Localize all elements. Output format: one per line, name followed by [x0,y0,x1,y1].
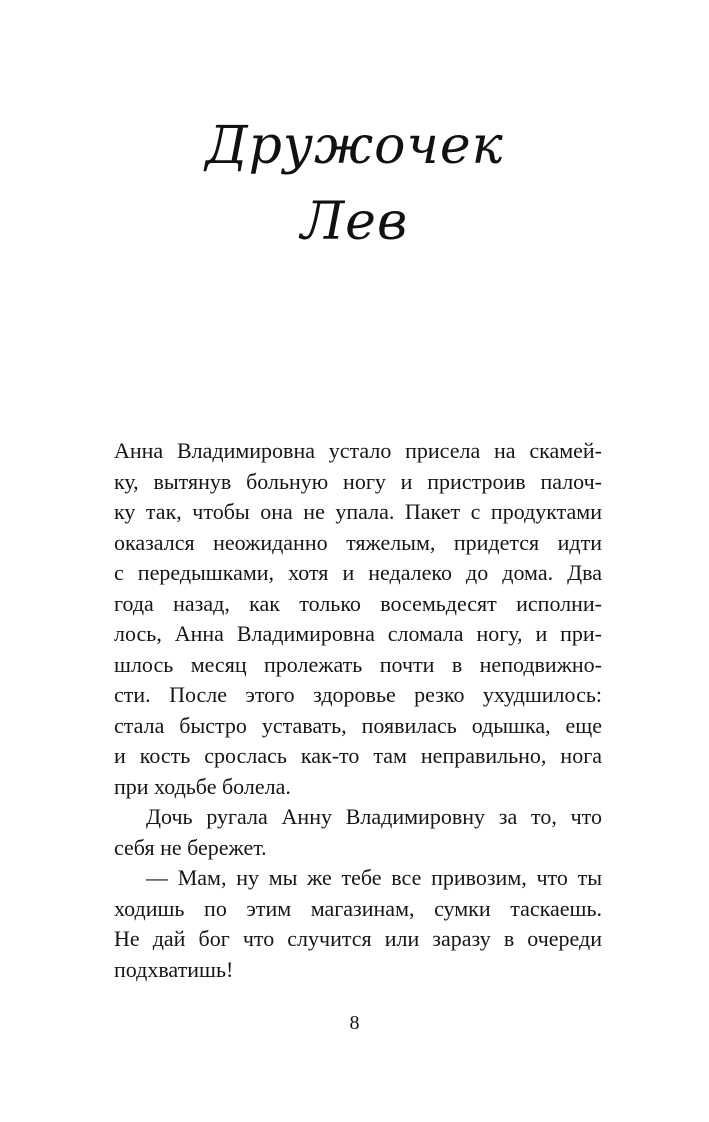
text-line: лось, Анна Владимировна сломала ногу, и при- [114,621,602,646]
chapter-title-line-1: Дружочек [205,116,504,176]
chapter-title-line-2: Лев [300,192,409,252]
text-line: подхватишь! [114,956,234,982]
text-line: года назад, как только восемьдесят исполни- [114,590,602,616]
text-line: Не дай бог что случится или заразу в очереди [114,926,602,951]
text-line: себя не бережет. [114,834,267,860]
paragraph-1 [114,436,602,802]
paragraph-3 [114,863,602,985]
page-number: 8 [349,1012,360,1034]
text-line: шлось месяц пролежать почти в неподвижно- [114,651,602,677]
text-line: при ходьбе болела. [114,773,291,799]
paragraph-2 [114,802,602,863]
text-line: и кость срослась как-то там неправильно, нога [114,743,602,768]
text-line: ку, вытянув больную ногу и пристроив палоч- [114,468,602,494]
text-line: ходишь по этим магазинам, сумки таскаешь. [114,895,602,921]
chapter-body [114,436,602,985]
text-line: Дочь ругала Анну Владимировну за то, что [146,804,602,829]
text-line: стала быстро уставать, появилась одышка, еще [114,712,602,738]
text-line: с передышками, хотя и недалеко до дома. Два [114,560,602,585]
text-line: Анна Владимировна устало присела на скамей- [114,438,602,463]
text-line: — Мам, ну мы же тебе все привозим, что ты [146,865,602,890]
chapter-title [0,108,709,260]
text-line: сти. После этого здоровье резко ухудшилось: [114,682,602,707]
text-line: ку так, чтобы она не упала. Пакет с продуктами [114,499,602,524]
text-line: оказался неожиданно тяжелым, придется идти [114,529,602,555]
